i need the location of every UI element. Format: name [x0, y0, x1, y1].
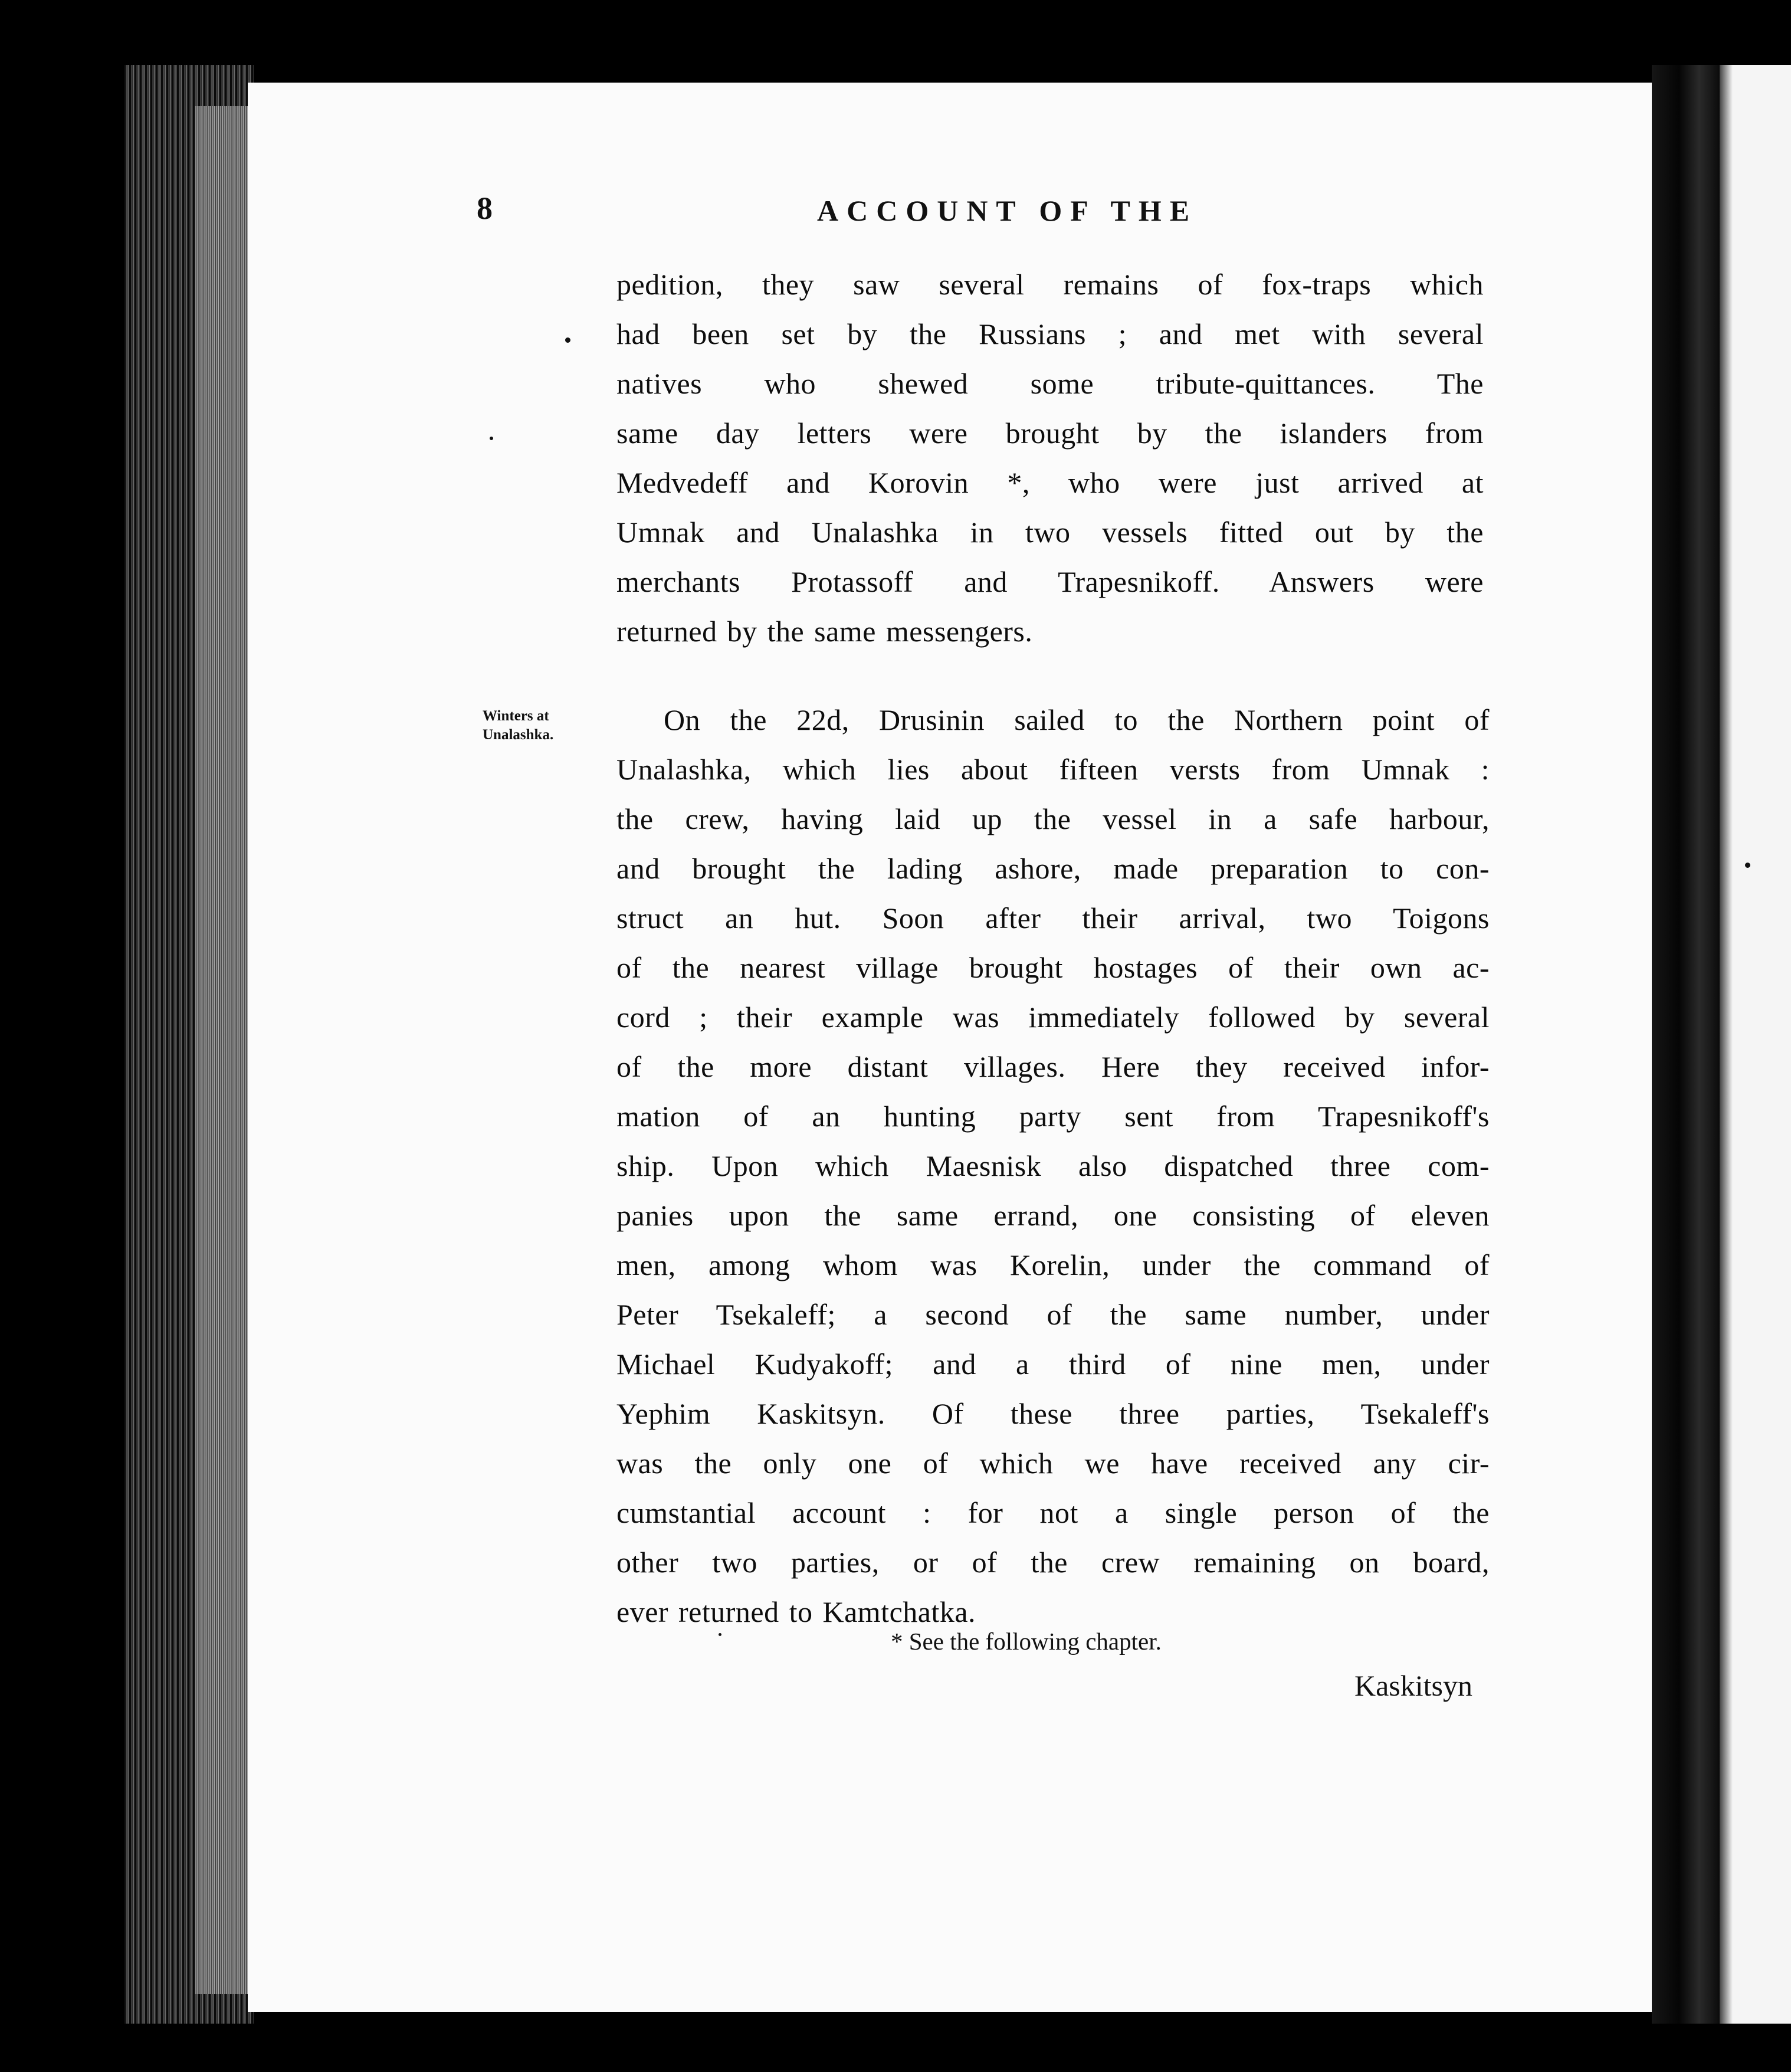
text-line: the crew, having laid up the vessel in a safe harbour, — [616, 802, 1490, 835]
text-line: natives who shewed some tribute-quittances. The — [616, 367, 1484, 400]
text-line: merchants Protassoff and Trapesnikoff. Answers were — [616, 565, 1484, 598]
text-line: and brought the lading ashore, made preparation to con- — [616, 852, 1490, 885]
paragraph-2 — [616, 695, 1490, 1637]
text-line: was the only one of which we have received any cir- — [616, 1447, 1490, 1480]
catchword: Kaskitsyn — [1354, 1669, 1472, 1702]
page-edge-highlight — [195, 106, 254, 1994]
text-line: On the 22d, Drusinin sailed to the Northern point of — [664, 703, 1490, 736]
text-line: Unalashka, which lies about fifteen versts from Umnak : — [616, 753, 1490, 786]
text-line: same day letters were brought by the islanders from — [616, 417, 1484, 450]
text-line: cumstantial account : for not a single person of the — [616, 1496, 1490, 1529]
facing-page-shadow — [1720, 65, 1733, 2024]
text-line: ever returned to Kamtchatka. — [616, 1595, 976, 1628]
scan-speck — [719, 1633, 721, 1636]
scan-speck — [490, 437, 493, 440]
text-line: panies upon the same errand, one consisting of eleven — [616, 1199, 1490, 1232]
text-line: ship. Upon which Maesnisk also dispatched three com- — [616, 1149, 1490, 1182]
text-line: had been set by the Russians ; and met with several — [616, 317, 1484, 350]
text-line: struct an hut. Soon after their arrival, two Toigons — [616, 901, 1490, 935]
text-line: Medvedeff and Korovin *, who were just arrived at — [616, 466, 1484, 499]
text-line: Umnak and Unalashka in two vessels fitted out by the — [616, 516, 1484, 549]
margin-note-line: Unalashka. — [483, 727, 554, 743]
page-number: 8 — [477, 191, 493, 226]
text-line: of the more distant villages. Here they received infor- — [616, 1050, 1490, 1083]
text-line: men, among whom was Korelin, under the command of — [616, 1248, 1490, 1281]
text-line: returned by the same messengers. — [616, 615, 1033, 648]
text-line: of the nearest village brought hostages of their own ac- — [616, 951, 1490, 984]
footnote: * See the following chapter. — [891, 1628, 1162, 1655]
scan-speck — [565, 337, 570, 343]
scan-speck — [1745, 863, 1750, 868]
text-line: Peter Tsekaleff; a second of the same number, under — [616, 1298, 1490, 1331]
running-head: ACCOUNT OF THE — [817, 194, 1198, 227]
text-line: cord ; their example was immediately followed by several — [616, 1001, 1490, 1034]
book-gutter — [1652, 65, 1720, 2024]
margin-note — [483, 707, 589, 745]
text-line: Yephim Kaskitsyn. Of these three parties, Tsekaleff's — [616, 1397, 1490, 1430]
text-line: pedition, they saw several remains of fox-traps which — [616, 268, 1484, 301]
text-line: Michael Kudyakoff; and a third of nine men, under — [616, 1348, 1490, 1381]
text-line: mation of an hunting party sent from Trapesnikoff's — [616, 1100, 1490, 1133]
text-line: other two parties, or of the crew remaining on board, — [616, 1546, 1490, 1579]
margin-note-line: Winters at — [483, 708, 549, 724]
paragraph-1 — [616, 260, 1484, 656]
